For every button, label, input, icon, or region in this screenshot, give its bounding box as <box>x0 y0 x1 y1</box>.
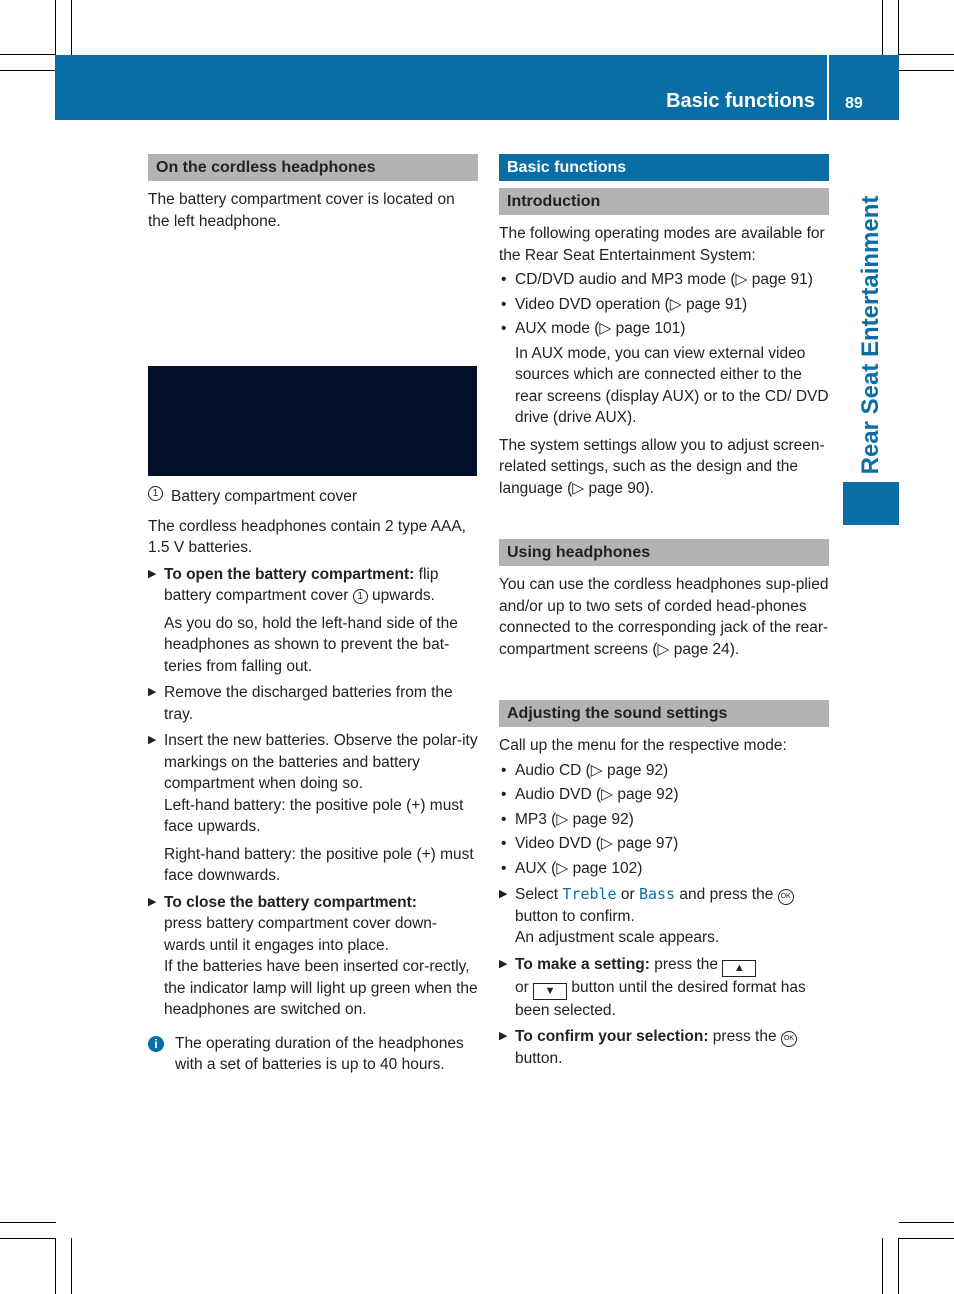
image-caption <box>148 486 478 508</box>
section-title-introduction: Introduction <box>499 188 829 215</box>
introduction-text: The following operating modes are available for the Rear Seat Entertainment System: <box>499 225 825 264</box>
crop-mark <box>899 1222 954 1223</box>
step-arrow-icon: ▶ <box>148 734 157 746</box>
crop-mark <box>71 0 72 56</box>
sound-mode-mp3: MP3 (▷ page 92) <box>515 810 634 828</box>
crop-mark <box>71 1238 72 1294</box>
info-note-text: The operating duration of the headphones with a set of batteries is up to 40 hours. <box>175 1034 464 1073</box>
right-battery-text: Right-hand battery: the positive pole (+) must face downwards. <box>164 845 474 884</box>
left-battery-text: Left-hand battery: the positive pole (+) must face upwards. <box>164 796 464 835</box>
cover-location-text: The battery compartment cover is located on the left headphone. <box>148 191 455 230</box>
step-arrow-icon: ▶ <box>148 686 157 698</box>
select-text-c: button to confirm. <box>515 907 635 925</box>
caption-number: 1 <box>148 486 163 501</box>
step-confirm <box>499 1026 829 1069</box>
list-item: • Audio CD (▷ page 92) <box>499 760 829 782</box>
side-tab-marker <box>843 482 899 525</box>
section-title-cordless: On the cordless headphones <box>148 154 478 181</box>
step-remove-text: Remove the discharged batteries from the tray. <box>164 684 453 723</box>
adjustment-scale-text: An adjustment scale appears. <box>515 929 720 946</box>
caption-text: Battery compartment cover <box>171 488 358 505</box>
step-close-bold: To close the battery compartment: <box>164 893 417 911</box>
down-button-icon: ▼ <box>533 983 567 1000</box>
step-insert <box>148 730 478 795</box>
system-settings-text: The system settings allow you to adjust screen-related settings, such as the design and the language (▷ page 90). <box>499 436 825 497</box>
confirm-text-b: button. <box>515 1049 563 1067</box>
page-number: 89 <box>845 95 863 112</box>
sound-mode-aux: AUX (▷ page 102) <box>515 859 643 877</box>
mode-cd-dvd: CD/DVD audio and MP3 mode (▷ page 91) <box>515 271 813 288</box>
make-setting-text-b: button until the desired format has been selected. <box>515 978 806 1019</box>
crop-mark <box>55 1238 56 1294</box>
step-close-text: press battery compartment cover down-wards until it engages into place. <box>164 915 438 954</box>
step-arrow-icon: ▶ <box>499 957 508 970</box>
indicator-lamp-text: If the batteries have been inserted cor-rectly, the indicator lamp will light up green when the headphones are switched on. <box>164 958 478 1018</box>
make-setting-bold: To make a setting: <box>515 955 650 973</box>
treble-option: Treble <box>562 885 617 903</box>
info-note <box>148 1033 478 1076</box>
crop-mark <box>55 0 56 56</box>
sound-mode-audio-cd: Audio CD (▷ page 92) <box>515 761 669 779</box>
left-column <box>148 154 478 1076</box>
sound-mode-video-dvd: Video DVD (▷ page 97) <box>515 835 679 852</box>
step-open-detail: As you do so, hold the left-hand side of the headphones as shown to prevent the bat-teries from falling out. <box>164 614 458 675</box>
info-icon: i <box>148 1036 164 1052</box>
select-text-b: and press the <box>675 886 778 903</box>
section-title-basic: Basic functions <box>499 154 829 181</box>
make-setting-or: or <box>515 978 534 996</box>
crop-mark <box>899 1238 954 1239</box>
select-text: Select <box>515 886 563 903</box>
step-open-text-b: upwards. <box>367 587 435 604</box>
step-open-text: flip battery compartment cover <box>164 565 439 604</box>
step-open <box>148 564 478 607</box>
sound-intro-text: Call up the menu for the respective mode: <box>499 737 787 754</box>
section-title-headphones: Using headphones <box>499 539 829 566</box>
headphones-photo <box>148 366 477 476</box>
crop-mark <box>0 70 56 71</box>
step-open-bold: To open the battery compartment: <box>164 565 415 583</box>
make-setting-text: press the <box>649 955 723 973</box>
step-close <box>148 892 478 957</box>
list-item: • AUX mode (▷ page 101) <box>499 318 829 340</box>
crop-mark <box>882 1238 883 1294</box>
confirm-bold: To confirm your selection: <box>515 1028 709 1045</box>
confirm-text: press the <box>708 1028 781 1045</box>
headphones-text: You can use the cordless headphones sup-plied and/or up to two sets of corded head-phones connected to the corresponding jack of the rear-compartment screens (▷ page 24). <box>499 576 829 658</box>
crop-mark <box>899 54 954 55</box>
batteries-text: The cordless headphones contain 2 type AAA, 1.5 V batteries. <box>148 517 466 556</box>
step-arrow-icon: ▶ <box>499 1030 508 1042</box>
right-column <box>499 154 829 1069</box>
up-button-icon: ▲ <box>722 960 756 977</box>
crop-mark <box>0 54 56 55</box>
cover-number: 1 <box>353 589 368 604</box>
crop-mark <box>898 0 899 56</box>
step-arrow-icon: ▶ <box>499 888 508 900</box>
ok-button-icon: OK <box>781 1031 797 1047</box>
aux-detail-text: In AUX mode, you can view external video sources which are connected either to the rear screens (display AUX) or to the CD/ DVD drive (drive AUX). <box>515 344 829 426</box>
ok-button-icon: OK <box>778 889 794 905</box>
list-item: • Audio DVD (▷ page 92) <box>499 784 829 806</box>
mode-aux: AUX mode (▷ page 101) <box>515 320 686 337</box>
side-tab-label: Rear Seat Entertainment <box>857 195 884 475</box>
list-item: • MP3 (▷ page 92) <box>499 809 829 831</box>
crop-mark <box>898 1238 899 1294</box>
crop-mark <box>882 0 883 56</box>
step-make-setting <box>499 954 829 1022</box>
step-select <box>499 884 829 927</box>
section-title-sound: Adjusting the sound settings <box>499 700 829 727</box>
header-divider <box>827 55 829 120</box>
step-arrow-icon: ▶ <box>148 895 157 908</box>
sound-mode-audio-dvd: Audio DVD (▷ page 92) <box>515 786 679 803</box>
crop-mark <box>0 1238 56 1239</box>
crop-mark <box>899 70 954 71</box>
list-item: • AUX (▷ page 102) <box>499 858 829 880</box>
step-remove <box>148 682 478 725</box>
crop-mark <box>0 1222 56 1223</box>
mode-video-dvd: Video DVD operation (▷ page 91) <box>515 295 748 313</box>
header-title: Basic functions <box>666 90 815 112</box>
list-item: • CD/DVD audio and MP3 mode (▷ page 91) <box>499 269 829 291</box>
headphones-image-area <box>148 249 477 366</box>
list-item: • Video DVD (▷ page 97) <box>499 833 829 855</box>
step-insert-text: Insert the new batteries. Observe the polar-ity markings on the batteries and battery compartment when doing so. <box>164 732 478 792</box>
bass-option: Bass <box>638 885 676 903</box>
or-text: or <box>616 886 639 903</box>
list-item: • Video DVD operation (▷ page 91) <box>499 294 829 316</box>
step-arrow-icon: ▶ <box>148 567 157 580</box>
